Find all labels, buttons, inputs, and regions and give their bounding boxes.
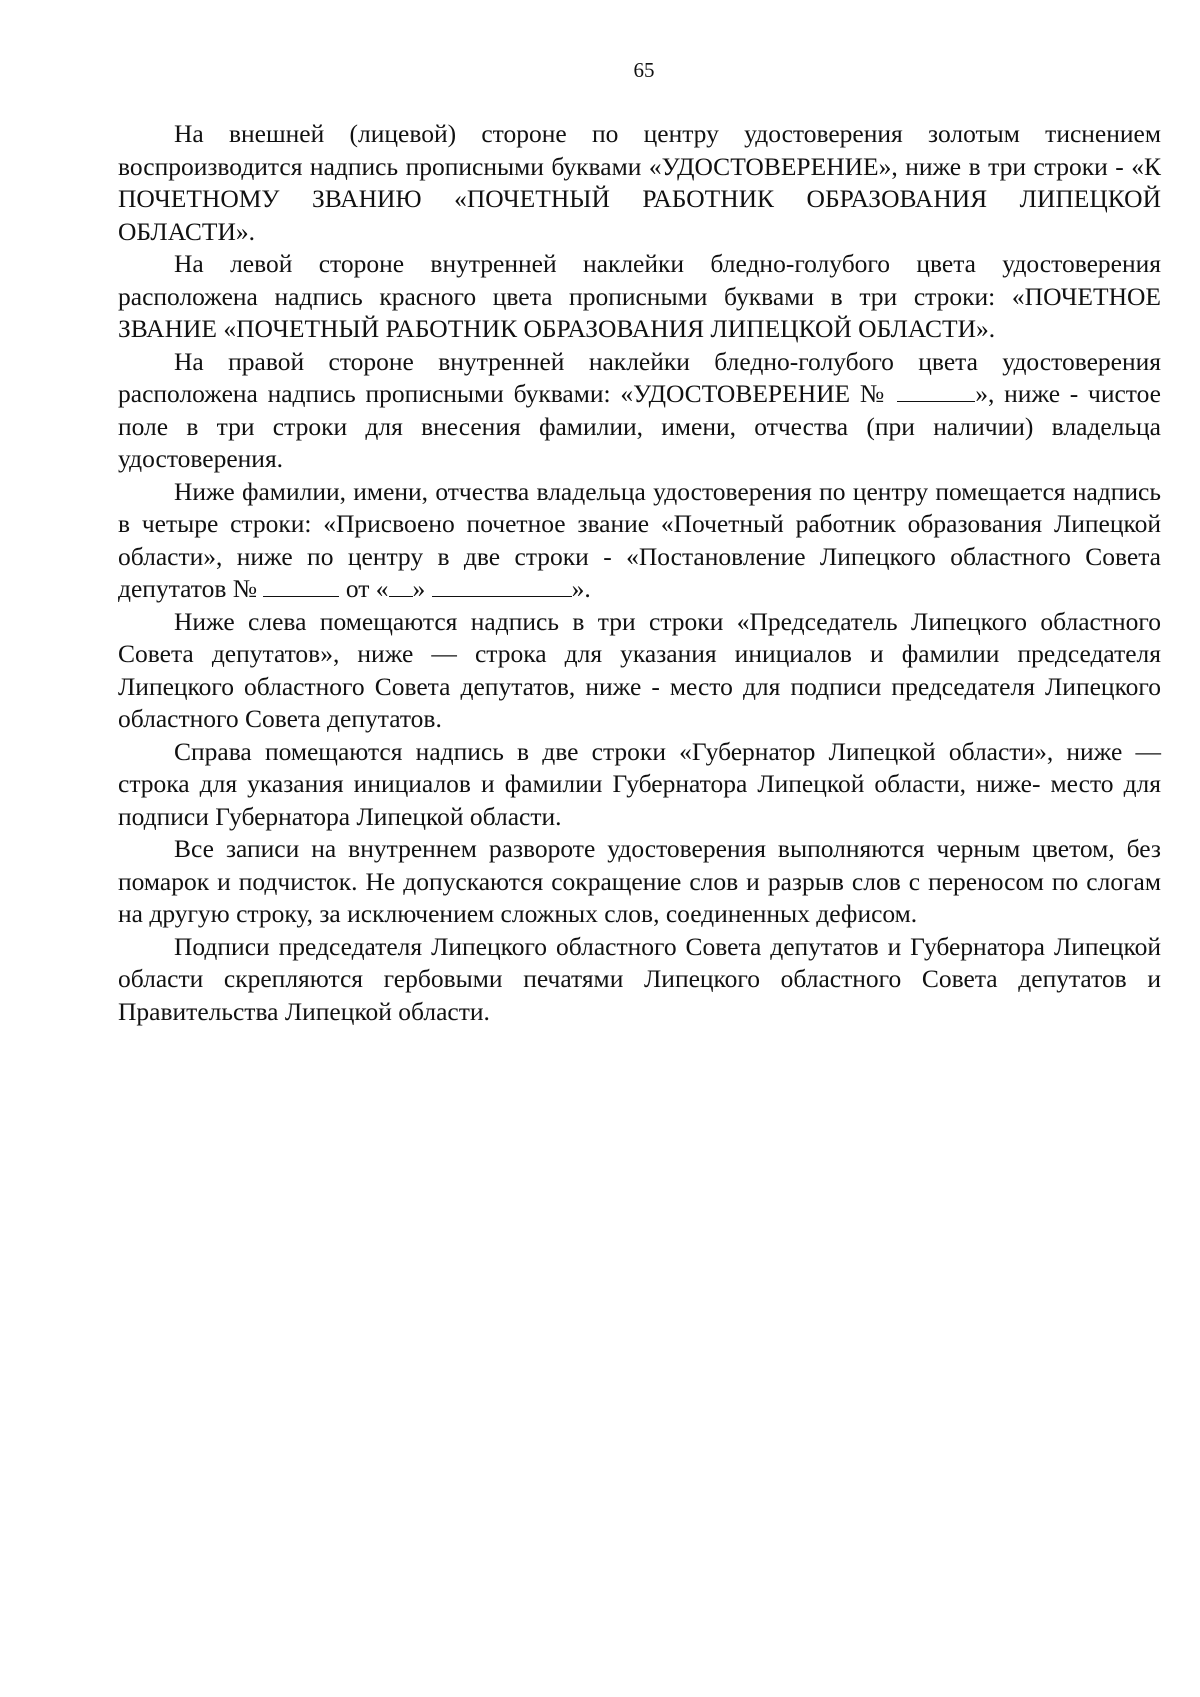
paragraph-award-text-start: Ниже фамилии, имени, отчества владельца удостоверения по центру помещается надпись в четыре строки: «Присвоено почетное звание «Почетный работник образования Липецкой области», ниже по центру в две строки - «Постановление Липецкого областного Совета депутатов №	[118, 476, 1161, 603]
paragraph-seals: Подписи председателя Липецкого областного Совета депутатов и Губернатора Липецкой области скрепляются гербовыми печатями Липецкого областного Совета депутатов и Правительства Липецкой области.	[118, 931, 1161, 1026]
paragraph-award-text	[118, 476, 1161, 606]
paragraph-chairman-signature: Ниже слева помещаются надпись в три строки «Председатель Липецкого областного Совета депутатов», ниже — строка для указания инициалов и фамилии председателя Липецкого областного Совета депутатов, ниже - место для подписи председателя Липецкого областного Совета депутатов.	[118, 606, 1161, 733]
document-body	[118, 118, 1161, 1028]
paragraph-records-rules: Все записи на внутреннем развороте удостоверения выполняются черным цветом, без помарок и подчисток. Не допускаются сокращение слов и разрыв слов с переносом по слогам на другую строку, за исключением сложных слов, соединенных дефисом.	[118, 834, 1161, 928]
resolution-month-year-blank	[432, 574, 572, 597]
paragraph-award-text-quote-close: »	[412, 574, 432, 603]
paragraph-right-side-text-end: », ниже - чистое поле в три строки для внесения фамилии, имени, отчества (при наличии) владельца удостоверения.	[118, 379, 1161, 473]
paragraph-governor-signature: Справа помещаются надпись в две строки «Губернатор Липецкой области», ниже — строка для указания инициалов и фамилии Губернатора Липецкой области, ниже- место для подписи Губернатора Липецкой области.	[118, 736, 1161, 831]
paragraph-right-side-text-start: На правой стороне внутренней наклейки бледно-голубого цвета удостоверения расположена надпись прописными буквами: «УДОСТОВЕРЕНИЕ №	[118, 346, 1161, 408]
paragraph-left-side: На левой стороне внутренней наклейки бледно-голубого цвета удостоверения расположена надпись красного цвета прописными буквами в три строки: «ПОЧЕТНОЕ ЗВАНИЕ «ПОЧЕТНЫЙ РАБОТНИК ОБРАЗОВАНИЯ ЛИПЕЦКОЙ ОБЛАСТИ».	[118, 249, 1161, 343]
resolution-day-blank	[389, 574, 413, 597]
paragraph-outer-side: На внешней (лицевой) стороне по центру удостоверения золотым тиснением воспроизводится надпись прописными буквами «УДОСТОВЕРЕНИЕ», ниже в три строки - «К ПОЧЕТНОМУ ЗВАНИЮ «ПОЧЕТНЫЙ РАБОТНИК ОБРАЗОВАНИЯ ЛИПЕЦКОЙ ОБЛАСТИ».	[118, 119, 1161, 246]
certificate-number-blank	[897, 379, 975, 402]
paragraph-award-text-from: от «	[339, 574, 389, 603]
paragraph-right-side	[118, 346, 1161, 476]
resolution-number-blank	[263, 574, 339, 597]
paragraph-award-text-end: ».	[571, 574, 591, 603]
page-number: 65	[633, 58, 655, 82]
